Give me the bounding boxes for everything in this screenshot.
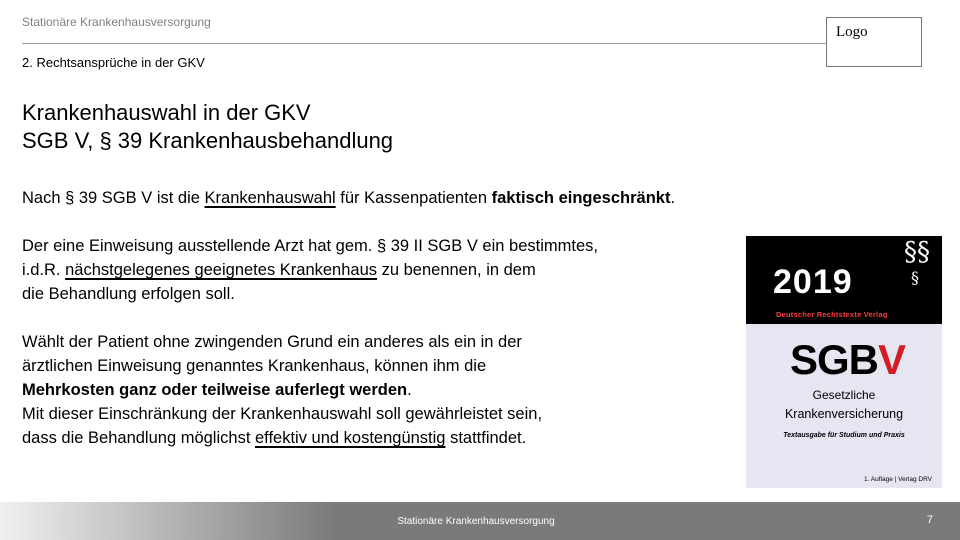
p3-line2: ärztlichen Einweisung genanntes Krankenhaus, können ihm die [22,357,487,375]
slide-title-line2: SGB V, § 39 Krankenhausbehandlung [22,128,394,153]
p1-text-a: Nach § 39 SGB V ist die [22,189,205,207]
p3-line5-b: stattfindet. [445,429,527,447]
footer-text: Stationäre Krankenhausversorgung [397,516,555,527]
p2-underlined: nächstgelegenes geeignetes Krankenhaus [65,261,378,279]
book-cover-image [746,236,942,488]
p3-bold: Mehrkosten ganz oder teilweise auferlegt werden [22,381,408,399]
book-sgb-v: V [878,336,906,383]
book-edition: 1. Auflage | Verlag DRV [863,476,932,483]
slide-title [22,99,393,155]
p1-bold: faktisch eingeschränkt [491,189,671,207]
header-divider [22,43,826,44]
paragraph-3 [22,330,542,450]
section-label: 2. Rechtsansprüche in der GKV [22,55,205,70]
p1-text-c: . [670,189,676,207]
logo-placeholder [826,17,922,67]
book-subtitle-1: Gesetzliche [812,388,876,402]
footer-bar [0,502,960,540]
p3-underlined: effektiv und kostengünstig [254,429,446,447]
p2-line2-b: zu benennen, in dem [377,261,536,279]
page-number: 7 [926,514,933,526]
p3-line3 [22,378,542,402]
p2-line2-a: i.d.R. [22,261,66,279]
paragraph-symbol-icon: §§ [904,237,930,267]
p2-line3: die Behandlung erfolgen soll. [22,285,235,303]
paragraph-symbol-small-icon: § [911,268,919,287]
p2-line2 [22,258,598,282]
header-title: Stationäre Krankenhausversorgung [22,15,211,29]
p3-line3-end: . [407,381,412,399]
p1-underlined: Krankenhauswahl [204,189,336,207]
paragraph-2 [22,234,598,306]
book-subtitle-2: Krankenversicherung [784,407,904,421]
p3-line5-a: dass die Behandlung möglichst [22,429,255,447]
p3-line5 [22,426,542,450]
p1-text-b: für Kassenpatienten [335,189,492,207]
p3-line1: Wählt der Patient ohne zwingenden Grund ein anderes als ein in der [22,333,522,351]
slide-title-line1: Krankenhauswahl in der GKV [22,100,311,125]
p3-line4: Mit dieser Einschränkung der Krankenhauswahl soll gewährleistet sein, [22,405,543,423]
book-year: 2019 [773,263,853,301]
paragraph-1 [22,186,675,210]
book-publisher: Deutscher Rechtstexte Verlag [776,310,888,319]
p2-line1: Der eine Einweisung ausstellende Arzt hat gem. § 39 II SGB V ein bestimmtes, [22,237,598,255]
book-sgb-title [790,336,905,384]
book-sgb: SGB [790,336,879,383]
logo-text: Logo [836,24,868,40]
book-subtitle-3: Textausgabe für Studium und Praxis [783,432,905,439]
